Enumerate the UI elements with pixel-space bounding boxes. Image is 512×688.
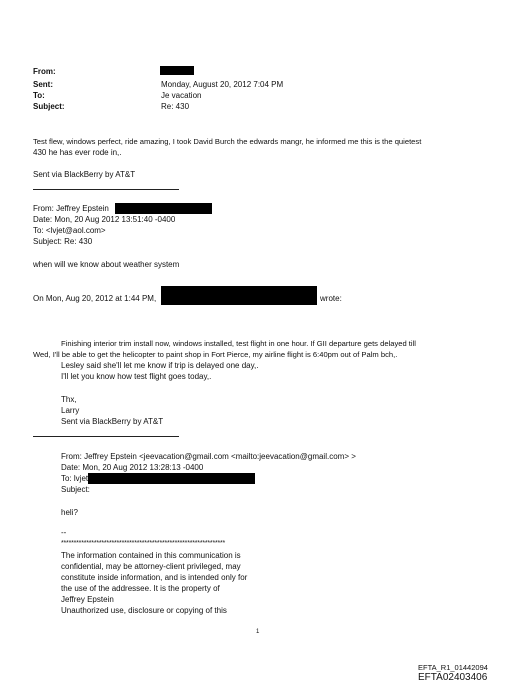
redaction-reply2-to: [88, 473, 255, 484]
disclaimer-line4: the use of the addressee. It is the property of: [61, 584, 220, 593]
reply2-subject: Subject:: [61, 485, 90, 494]
separator-rule-2: [33, 436, 179, 437]
quoted1-line1: Finishing interior trim install now, windows installed, test flight in one hour. If GII departure gets delayed till: [61, 339, 416, 348]
to-value: Je vacation: [161, 91, 202, 100]
disclaimer-line1: The information contained in this communication is: [61, 551, 241, 560]
quoted1-signature: Sent via BlackBerry by AT&T: [61, 417, 164, 426]
redaction-from: [160, 66, 194, 75]
reply2-body: heli?: [61, 508, 78, 517]
reply1-from: From: Jeffrey Epstein: [33, 204, 109, 213]
quoted1-line2: Wed, I'll be able to get the helicopter to paint shop in Fort Pierce, my airline flight is 6:40pm out of Palm bch,.: [33, 350, 398, 359]
disclaimer-line3: constitute inside information, and is intended only for: [61, 573, 248, 582]
quoted1-line3: Lesley said she'll let me know if trip is delayed one day,.: [61, 361, 259, 370]
reply1-on-suffix: wrote:: [320, 294, 342, 303]
reply2-to: To: lvjet: [61, 474, 89, 483]
reply1-body: when will we know about weather system: [33, 260, 180, 269]
disclaimer-line2: confidential, may be attorney-client privileged, may: [61, 562, 241, 571]
quoted1-name: Larry: [61, 406, 80, 415]
subject-label: Subject:: [33, 102, 65, 111]
sent-value: Monday, August 20, 2012 7:04 PM: [161, 80, 284, 89]
body1-signature: Sent via BlackBerry by AT&T: [33, 170, 136, 179]
quoted1-line4: I'll let you know how test flight goes today,.: [61, 372, 212, 381]
reply1-on-prefix: On Mon, Aug 20, 2012 at 1:44 PM,: [33, 294, 157, 303]
page-number: 1: [256, 629, 260, 635]
reply1-date: Date: Mon, 20 Aug 2012 13:51:40 -0400: [33, 215, 176, 224]
bates-number-2: EFTA02403406: [418, 672, 488, 683]
disclaimer-stars: *****************************************************************: [61, 540, 226, 547]
disclaimer-line5: Jeffrey Epstein: [61, 595, 114, 604]
from-label: From:: [33, 67, 56, 76]
quoted1-thx: Thx,: [61, 395, 77, 404]
to-label: To:: [33, 91, 45, 100]
bates-number-1: EFTA_R1_01442094: [418, 663, 488, 672]
disclaimer-line6: Unauthorized use, disclosure or copying of this: [61, 606, 227, 615]
separator-rule-1: [33, 189, 179, 190]
reply1-subject: Subject: Re: 430: [33, 237, 93, 246]
body1-line2: 430 he has ever rode in,.: [33, 148, 122, 157]
redaction-on-wrote: [161, 286, 317, 305]
reply2-from: From: Jeffrey Epstein <jeevacation@gmail.com <mailto:jeevacation@gmail.com> >: [61, 452, 356, 461]
subject-value: Re: 430: [161, 102, 190, 111]
redaction-reply1-from: [115, 203, 212, 214]
body1-line1: Test flew, windows perfect, ride amazing, I took David Burch the edwards mangr, he informed me this is the quietest: [33, 137, 422, 146]
reply2-date: Date: Mon, 20 Aug 2012 13:28:13 -0400: [61, 463, 204, 472]
sent-label: Sent:: [33, 80, 53, 89]
reply1-to: To: <lvjet@aol.com>: [33, 226, 106, 235]
reply2-dashes: --: [61, 528, 67, 537]
